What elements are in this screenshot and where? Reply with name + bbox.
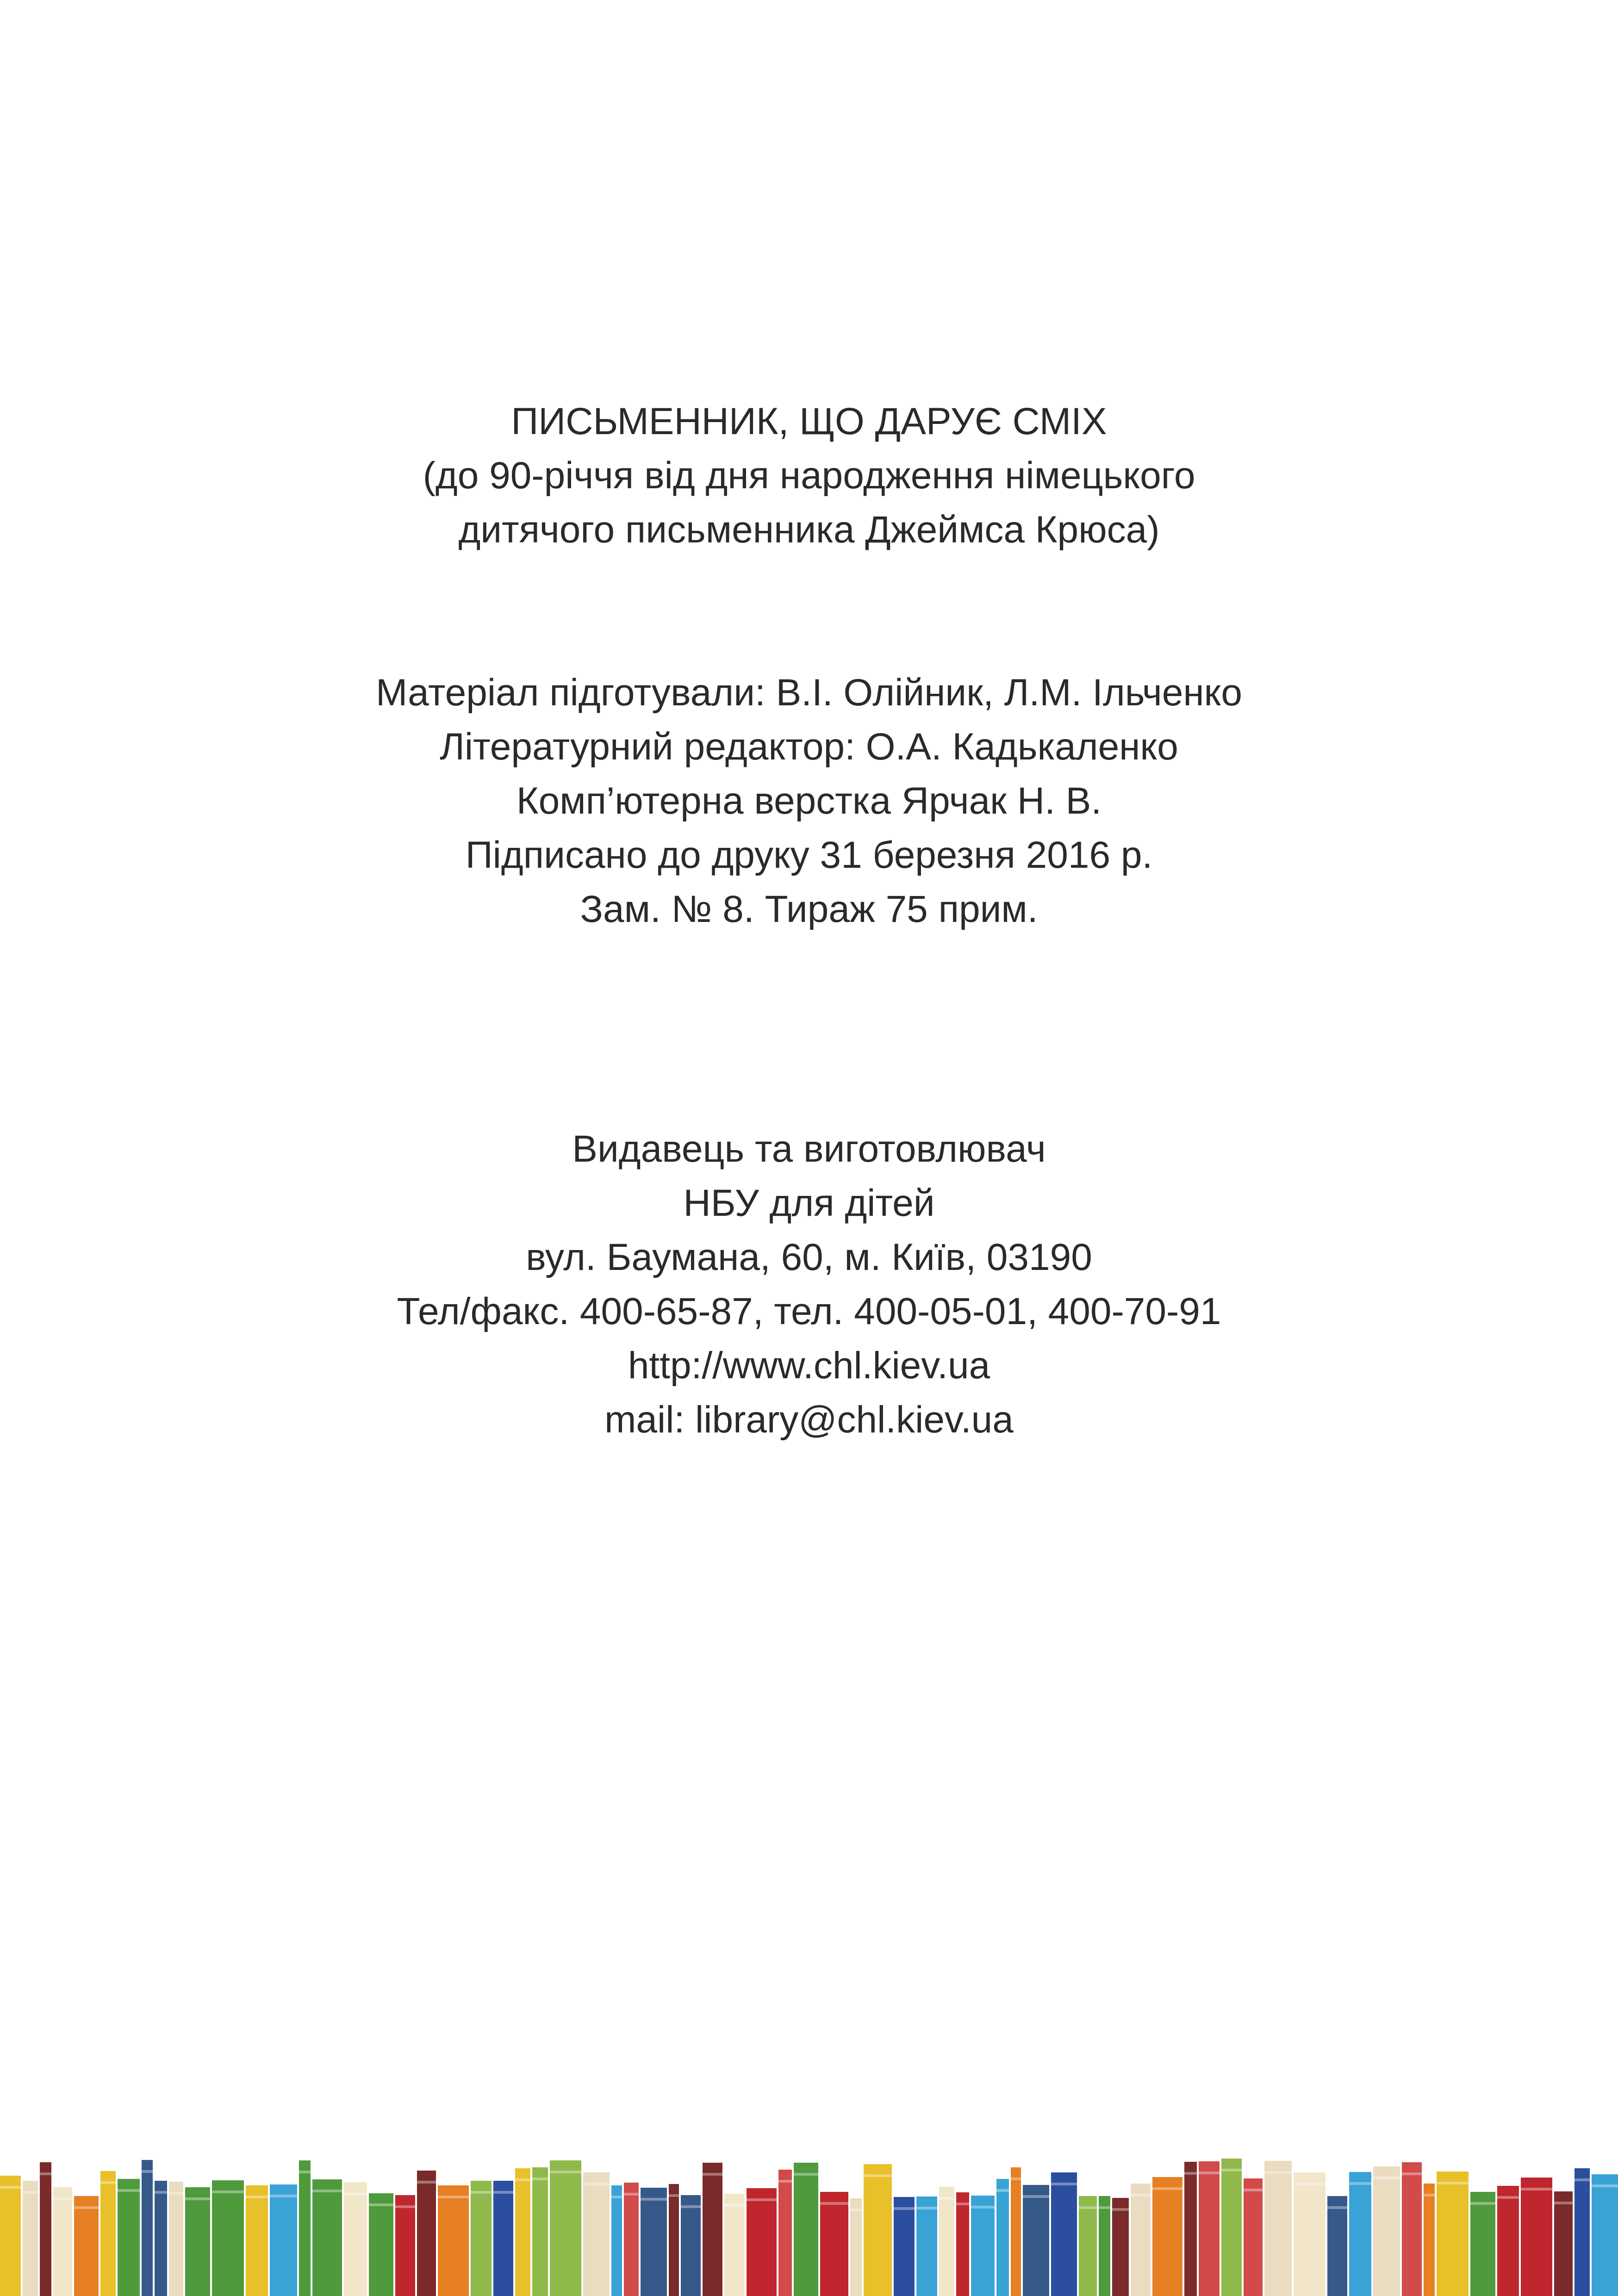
book-spine-band — [624, 2193, 639, 2196]
credit-layout: Комп’ютерна верстка Ярчак Н. В. — [516, 780, 1102, 822]
publisher-name: НБУ для дітей — [683, 1182, 935, 1224]
book-spine-band — [1051, 2183, 1077, 2185]
book-spine — [1402, 2162, 1422, 2296]
book-spine-band — [1327, 2206, 1347, 2209]
book-spine-band — [1294, 2183, 1326, 2185]
book-spine-band — [1554, 2202, 1573, 2204]
book-spine — [169, 2182, 183, 2296]
book-spine-band — [74, 2206, 99, 2209]
book-spine-band — [1023, 2195, 1049, 2198]
book-spine — [1349, 2172, 1371, 2296]
book-spine-band — [169, 2192, 183, 2195]
book-spine — [74, 2196, 99, 2296]
book-spine — [1373, 2166, 1400, 2296]
book-spine-band — [864, 2174, 892, 2177]
book-spine — [1199, 2161, 1220, 2296]
book-spine-band — [1184, 2172, 1197, 2175]
book-spine — [724, 2194, 745, 2296]
book-spine — [1424, 2184, 1435, 2296]
book-spine-band — [1521, 2188, 1552, 2190]
publisher-address: вул. Баумана, 60, м. Київ, 03190 — [526, 1236, 1092, 1278]
publisher-email: mail: library@chl.kiev.ua — [604, 1399, 1014, 1441]
book-spine — [1244, 2178, 1263, 2296]
book-spine — [850, 2198, 862, 2296]
book-spine — [971, 2196, 995, 2296]
publisher-website: http://www.chl.kiev.ua — [628, 1344, 990, 1387]
book-spine — [53, 2187, 72, 2296]
book-spine-band — [212, 2190, 244, 2193]
book-spine — [246, 2185, 268, 2296]
book-spine — [299, 2160, 311, 2296]
book-spine — [1023, 2185, 1049, 2296]
book-spine — [1592, 2174, 1618, 2296]
credits-block — [0, 666, 1618, 936]
book-spine-band — [493, 2191, 513, 2194]
book-spine-band — [1099, 2206, 1110, 2209]
book-spine — [0, 2176, 21, 2296]
book-spine-band — [1079, 2206, 1097, 2209]
book-spine — [118, 2179, 140, 2296]
title-block — [0, 394, 1618, 557]
book-spine — [583, 2172, 610, 2296]
book-spine-band — [956, 2203, 969, 2205]
book-spine — [1521, 2178, 1552, 2296]
book-spine-band — [703, 2173, 722, 2176]
book-spine-band — [118, 2189, 140, 2192]
book-spine-band — [1199, 2172, 1220, 2174]
book-spine-band — [40, 2172, 51, 2175]
book-spine-band — [1011, 2178, 1021, 2180]
book-spine-band — [1221, 2169, 1242, 2172]
book-spine — [1051, 2172, 1077, 2296]
book-spine — [40, 2162, 51, 2296]
book-spine — [894, 2197, 915, 2296]
book-spine-band — [1373, 2177, 1400, 2179]
book-spine — [1011, 2167, 1021, 2296]
book-spine — [100, 2171, 116, 2296]
book-spine — [1131, 2184, 1151, 2296]
book-spine-band — [641, 2198, 667, 2201]
book-spine-band — [550, 2171, 581, 2173]
book-spine — [1470, 2192, 1495, 2296]
book-spine — [1152, 2177, 1182, 2296]
book-spine — [794, 2163, 818, 2296]
book-spine-band — [1131, 2194, 1151, 2196]
book-spine — [395, 2195, 415, 2296]
book-spine-band — [532, 2178, 548, 2180]
credit-editor: Літературний редактор: О.А. Кадькаленко — [440, 726, 1178, 768]
bookshelf-decoration — [0, 2157, 1618, 2296]
subtitle-line-1: (до 90-річчя від дня народження німецького — [423, 454, 1195, 497]
book-spine — [471, 2181, 492, 2296]
book-spine-band — [246, 2196, 268, 2198]
book-spine-band — [1424, 2194, 1435, 2196]
book-spine-band — [669, 2194, 679, 2197]
publisher-block — [0, 1122, 1618, 1447]
book-spine-band — [1574, 2178, 1590, 2181]
book-spine-band — [299, 2171, 311, 2173]
book-spine — [515, 2168, 530, 2296]
subtitle-line-2: дитячого письменника Джеймса Крюса) — [458, 509, 1160, 551]
book-spine — [996, 2179, 1009, 2296]
book-spine — [270, 2184, 297, 2296]
book-spine — [493, 2181, 513, 2296]
book-spine-band — [1437, 2182, 1469, 2184]
book-spine-band — [0, 2186, 21, 2189]
book-spine — [681, 2195, 701, 2296]
book-spine — [1264, 2161, 1292, 2296]
book-spine — [1112, 2198, 1129, 2296]
book-spine-band — [747, 2198, 777, 2201]
credit-signed-date: Підписано до друку 31 березня 2016 р. — [465, 834, 1153, 876]
book-spine — [23, 2181, 38, 2296]
book-spine-band — [1152, 2187, 1182, 2190]
book-spine — [956, 2192, 969, 2296]
book-spine-band — [100, 2181, 116, 2184]
book-spine — [142, 2160, 153, 2296]
book-spine-band — [185, 2197, 210, 2200]
book-spine-band — [1592, 2184, 1618, 2187]
book-spine — [369, 2193, 393, 2296]
book-spine-band — [1402, 2172, 1422, 2175]
book-spine — [1574, 2168, 1590, 2296]
book-spine-band — [971, 2206, 995, 2209]
book-spine — [611, 2185, 622, 2296]
book-spine — [916, 2196, 937, 2296]
book-spine-band — [1470, 2202, 1495, 2205]
book-spine-band — [996, 2189, 1009, 2192]
book-spine — [532, 2167, 548, 2296]
book-spine — [1294, 2172, 1326, 2296]
book-spine-band — [724, 2204, 745, 2207]
book-spine-band — [820, 2202, 848, 2205]
book-spine-band — [395, 2205, 415, 2208]
credit-order-circulation: Зам. № 8. Тираж 75 прим. — [580, 888, 1038, 930]
book-spine — [939, 2187, 954, 2296]
book-spine — [185, 2187, 210, 2296]
book-spine-band — [53, 2197, 72, 2200]
book-spine — [820, 2192, 848, 2296]
book-spine — [1184, 2162, 1197, 2296]
book-spine-band — [611, 2196, 622, 2198]
book-spine — [312, 2179, 342, 2296]
book-spine-band — [344, 2192, 367, 2195]
book-spine-band — [939, 2197, 954, 2200]
book-spine-band — [270, 2195, 297, 2197]
book-spine-band — [794, 2173, 818, 2176]
book-spine-band — [916, 2207, 937, 2209]
book-spine-band — [583, 2183, 610, 2185]
book-spine — [669, 2184, 679, 2296]
book-spine — [641, 2188, 667, 2296]
book-spine — [1497, 2186, 1519, 2296]
book-spine — [1554, 2191, 1573, 2296]
book-spine — [212, 2180, 244, 2296]
book-spine-band — [155, 2191, 167, 2194]
credit-authors: Матеріал підготували: В.І. Олійник, Л.М. Ільченко — [375, 672, 1243, 714]
book-spine — [1079, 2196, 1097, 2296]
book-spine — [624, 2183, 639, 2296]
book-spine-band — [1244, 2189, 1263, 2191]
book-spine-band — [471, 2191, 492, 2194]
book-spine-band — [23, 2191, 38, 2194]
book-spine-band — [1112, 2208, 1129, 2211]
book-spine-band — [515, 2178, 530, 2181]
document-title: ПИСЬМЕННИК, ЩО ДАРУЄ СМІХ — [511, 400, 1107, 442]
book-spine-band — [778, 2180, 792, 2183]
book-spine — [155, 2181, 167, 2296]
book-spine-band — [142, 2170, 153, 2173]
book-spine — [1437, 2172, 1469, 2296]
book-spine — [438, 2185, 469, 2296]
publisher-heading: Видавець та виготовлювач — [572, 1128, 1046, 1170]
book-spine-band — [1264, 2171, 1292, 2174]
book-spine — [550, 2160, 581, 2296]
book-spine — [417, 2171, 436, 2296]
book-spine — [1327, 2196, 1347, 2296]
publisher-phones: Тел/факс. 400-65-87, тел. 400-05-01, 400-70-91 — [397, 1290, 1221, 1332]
book-spine — [778, 2170, 792, 2296]
book-spine — [747, 2188, 777, 2296]
book-spine — [864, 2164, 892, 2296]
book-spine-band — [1349, 2182, 1371, 2185]
book-spine-band — [894, 2207, 915, 2210]
book-spine-band — [681, 2205, 701, 2208]
book-spine-band — [438, 2196, 469, 2198]
book-spine-band — [850, 2209, 862, 2211]
book-spine — [1099, 2196, 1110, 2296]
book-spine-band — [312, 2190, 342, 2192]
book-spine — [344, 2182, 367, 2296]
book-spine-band — [369, 2203, 393, 2206]
book-spine-band — [417, 2181, 436, 2184]
book-spine-band — [1497, 2196, 1519, 2199]
book-spine — [703, 2163, 722, 2296]
book-spine — [1221, 2159, 1242, 2296]
bookshelf-illustration — [0, 2157, 1618, 2296]
